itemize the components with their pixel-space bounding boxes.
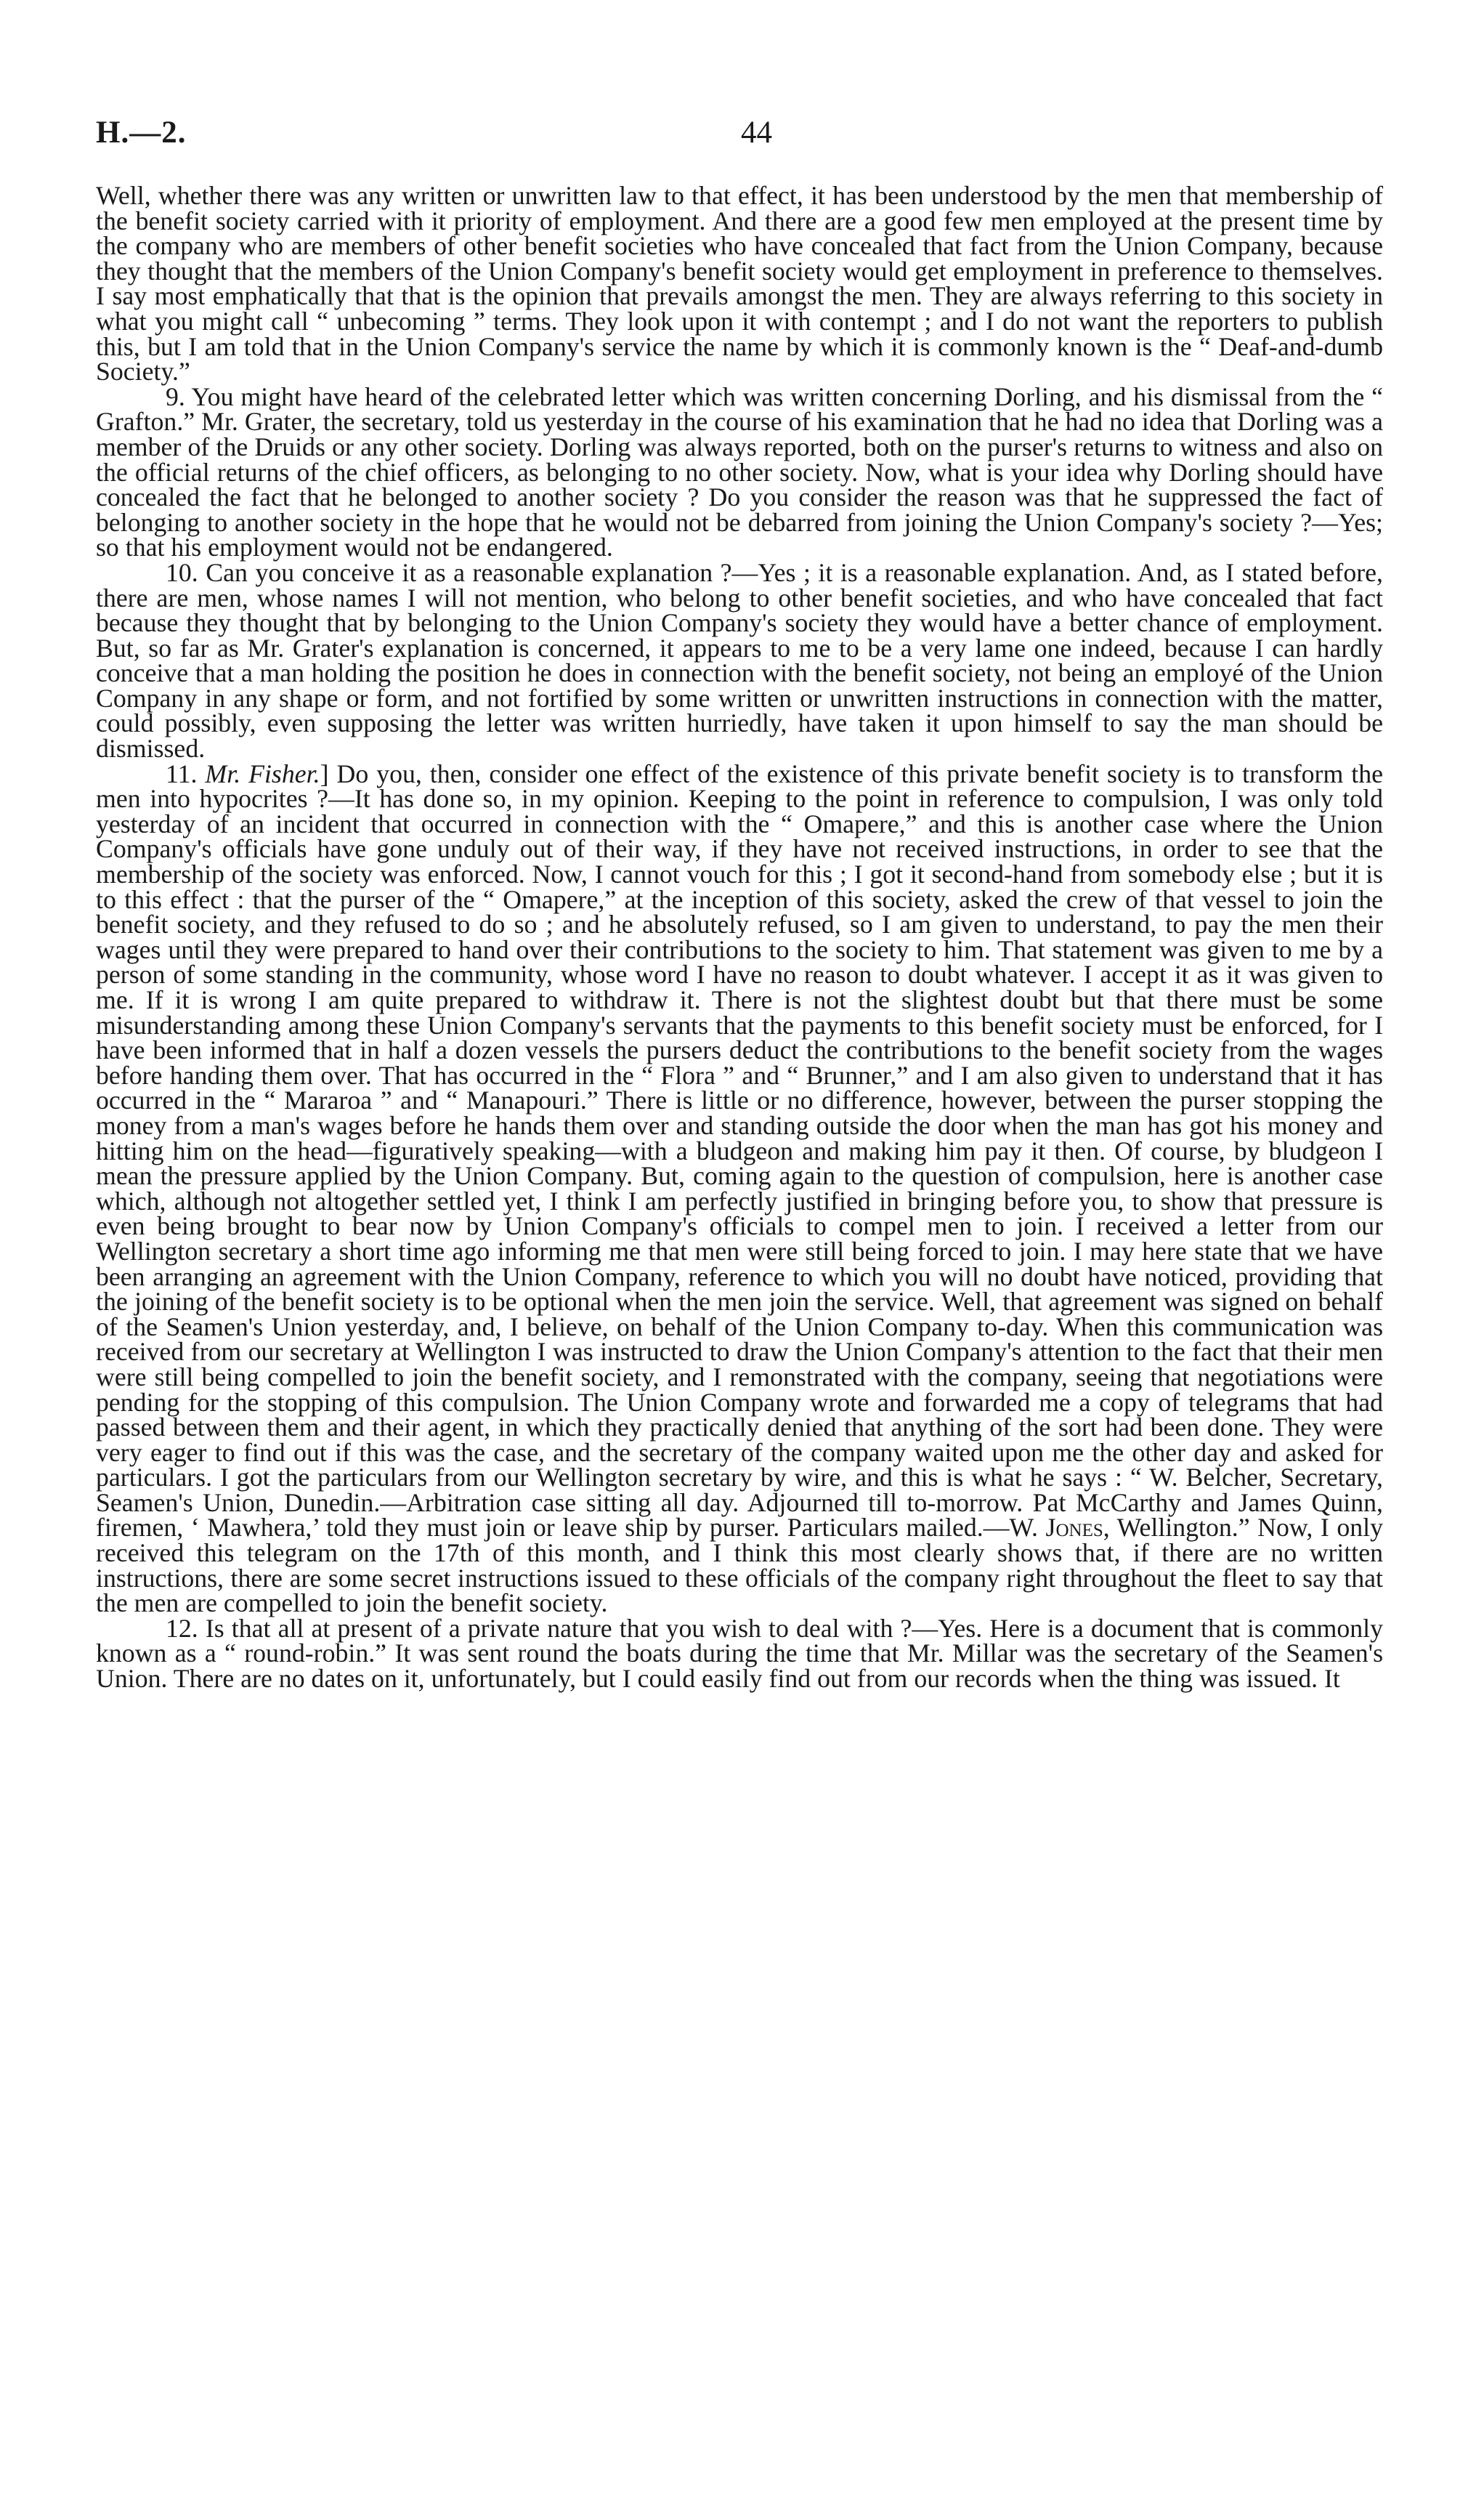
paragraph-question-11 xyxy=(96,761,1383,1616)
document-reference: H.—2. xyxy=(96,116,187,150)
paragraph-question-10: 10. Can you conceive it as a reasonable explanation ?—Yes ; it is a reasonable explanation. And, as I stated before, there are men, whose names I will not mention, who belong to other benefit societies, and who have concealed that fact because they thought that by belonging to the Union Company's society they would have a better chance of employment. But, so far as Mr. Grater's explanation is concerned, it appears to me to be a very lame one indeed, because I can hardly conceive that a man holding the position he does in connection with the benefit society, not being an employé of the Union Company in any shape or form, and not fortified by some written or unwritten instructions in connection with the matter, could possibly, even supposing the letter was written hurriedly, have taken it upon himself to say the man should be dismissed. xyxy=(96,557,1383,764)
page-number: 44 xyxy=(741,116,772,150)
page-header xyxy=(96,115,1388,158)
question-11-text-end: , Wellington.” Now, I only received this telegram on the 17th of this month, and I think this most clearly shows that, if there are no written instructions, there are some secret instructions issued to these officials of the company right throughout the fleet to say that the men are compelled to join the benefit society. xyxy=(96,1513,1383,1618)
body-text xyxy=(96,181,1383,1694)
telegram-signature: Jones xyxy=(1045,1513,1103,1543)
question-11-text: ] Do you, then, consider one effect of the existence of this private benefit society is to transform the men into hypocrites ?—It has done so, in my opinion. Keeping to the point in reference to compulsion, I was only told yesterday of an incident that occurred in connection with the “ Omapere,” and this is another case where the Union Company's officials have gone unduly out of their way, if they have not received instructions, in order to see that the membership of the society was enforced. Now, I cannot vouch for this ; I got it second-hand from somebody else ; but it is to this effect : that the purser of the “ Omapere,” at the inception of this society, asked the crew of that vessel to join the benefit society, and they refused to do so ; and he absolutely refused, so I am given to understand, to pay the men their wages until they were prepared to hand over their contributions to the society to him. That statement was given to me by a person of some standing in the community, whose word I have no reason to doubt whatever. I accept it as it was given to me. If it is wrong I am quite prepared to withdraw it. There is not the slightest doubt but that there must be some misunderstanding among these Union Company's servants that the payments to this benefit society must be enforced, for I have been informed that in half a dozen vessels the pursers deduct the contributions to the benefit society from the wages before handing them over. That has occurred in the “ Flora ” and “ Brunner,” and I am also given to understand that it has occurred in the “ Mararoa ” and “ Manapouri.” There is little or no difference, however, between the purser stopping the money from a man's wages before he hands them over and standing outside the door when the man has got his money and hitting him on the head—figuratively speaking—with a bludgeon and making him pay it then. Of course, by bludgeon I mean the pressure applied by the Union Company. But, coming again to the question of compulsion, here is another case which, although not altogether settled yet, I think I am perfectly justified in bringing before you, to show that pressure is even being brought to bear now by Union Company's officials to compel men to join. I received a letter from our Wellington secretary a short time ago informing me that men were still being forced to join. I may here state that we have been arranging an agreement with the Union Company, reference to which you will no doubt have noticed, providing that the joining of the benefit society is to be optional when the men join the service. Well, that agreement was signed on behalf of the Seamen's Union yesterday, and, I believe, on behalf of the Union Company to-day. When this communication was received from our secretary at Wellington I was instructed to draw the Union Company's attention to the fact that their men were still being compelled to join the benefit society, and I remonstrated with the company, seeing that negotiations were pending for the stopping of this compulsion. The Union Company wrote and forwarded me a copy of telegrams that had passed between them and their agent, in which they practically denied that anything of the sort had been done. They were very eager to find out if this was the case, and the secretary of the company waited upon me the other day and asked for particulars. I got the particulars from our Wellington secretary by wire, and this is what he says : “ W. Belcher, Secretary, Seamen's Union, Dunedin.—Arbitration case sitting all day. Adjourned till to-morrow. Pat McCarthy and James Quinn, firemen, ‘ Mawhera,’ told they must join or leave ship by purser. Particulars mailed.—W. xyxy=(96,759,1383,1543)
paragraph-question-9: 9. You might have heard of the celebrated letter which was written concerning Dorling, and his dismissal from the “ Grafton.” Mr. Grater, the secretary, told us yesterday in the course of his examination that he had no idea that Dorling was a member of the Druids or any other society. Dorling was always reported, both on the purser's returns to witness and also on the official returns of the chief officers, as belonging to no other society. Now, what is your idea why Dorling should have concealed the fact that he belonged to another society ? Do you consider the reason was that he suppressed the fact of belonging to another society in the hope that he would not be debarred from joining the Union Company's society ?—Yes; so that his employment would not be endangered. xyxy=(96,381,1383,562)
paragraph-question-12: 12. Is that all at present of a private nature that you wish to deal with ?—Yes. Here is a document that is commonly known as a “ round-robin.” It was sent round the boats during the time that Mr. Millar was the secretary of the Seamen's Union. There are no dates on it, unfortunately, but I could easily find out from our records when the thing was issued. It xyxy=(96,1613,1383,1694)
paragraph-continuation: Well, whether there was any written or unwritten law to that effect, it has been understood by the men that membership of the benefit society carried with it priority of employment. And there are a good few men employed at the present time by the company who are members of other benefit societies who have concealed that fact from the Union Company, because they thought that the members of the Union Company's benefit society would get employment in preference to themselves. I say most emphatically that that is the opinion that prevails amongst the men. They are always referring to this society in what you might call “ unbecoming ” terms. They look upon it with contempt ; and I do not want the reporters to publish this, but I am told that in the Union Company's service the name by which it is commonly known is the “ Deaf-and-dumb Society.” xyxy=(96,181,1383,387)
question-number: 11. xyxy=(166,759,206,788)
speaker-name: Mr. Fisher. xyxy=(205,759,320,788)
